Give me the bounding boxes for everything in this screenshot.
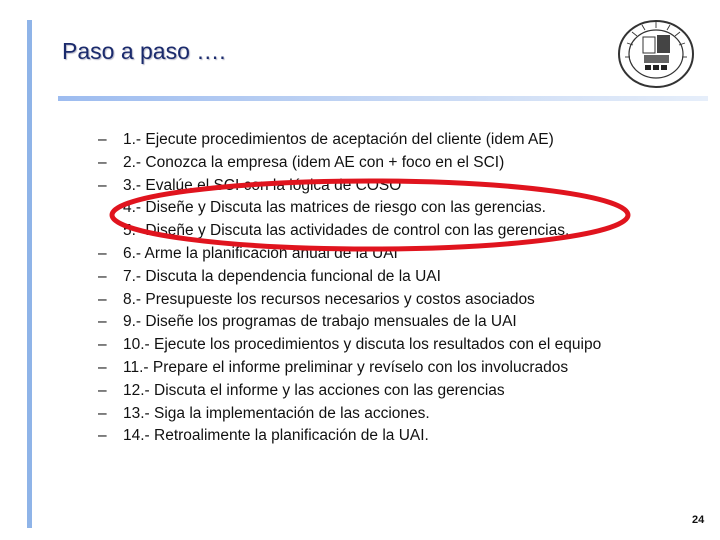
step-text: 5.- Diseñe y Discuta las actividades de control con las gerencias. [123, 222, 570, 240]
step-text: 11.- Prepare el informe preliminar y revíselo con los involucrados [123, 358, 569, 376]
list-item [98, 291, 601, 314]
highlight-ellipse [107, 176, 633, 254]
step-text: 13.- Siga la implementación de las acciones. [123, 404, 430, 422]
bullet-dash: – [98, 336, 107, 354]
bullet-dash: – [98, 153, 107, 171]
page-number: 24 [692, 514, 705, 526]
accent-bar [27, 20, 32, 528]
step-text: 7.- Discuta la dependencia funcional de la UAI [123, 267, 441, 285]
bullet-dash: – [98, 267, 107, 285]
list-item [98, 382, 601, 405]
bullet-dash: – [98, 313, 107, 331]
bullet-dash: – [98, 290, 107, 308]
step-text: 1.- Ejecute procedimientos de aceptación del cliente (idem AE) [123, 131, 554, 148]
step-text: 3.- Evalúe el SCI con la lógica de COSO [123, 176, 402, 194]
list-item [98, 268, 601, 291]
title-divider [58, 96, 708, 101]
list-item [98, 359, 601, 382]
list-item [98, 405, 601, 428]
slide-title: Paso a paso …. [62, 38, 226, 64]
bullet-dash: – [98, 176, 107, 194]
step-text: 2.- Conozca la empresa (idem AE con + foco en el SCI) [123, 153, 505, 171]
bullet-dash: – [98, 427, 107, 445]
university-seal-icon [617, 19, 695, 89]
step-text: 10.- Ejecute los procedimientos y discuta los resultados con el equipo [123, 336, 602, 354]
list-item [98, 131, 601, 154]
list-item [98, 154, 601, 177]
bullet-dash: – [98, 404, 107, 422]
bullet-dash: – [98, 358, 107, 376]
step-text: 9.- Diseñe los programas de trabajo mensuales de la UAI [123, 313, 517, 331]
list-item [98, 313, 601, 336]
step-text: 12.- Discuta el informe y las acciones con las gerencias [123, 381, 505, 399]
bullet-dash: – [98, 131, 107, 148]
list-item [98, 427, 601, 450]
step-text: 4.- Diseñe y Discuta las matrices de riesgo con las gerencias. [123, 199, 546, 217]
step-text: 14.- Retroalimente la planificación de la UAI. [123, 427, 429, 445]
step-text: 6.- Arme la planificación anual de la UAI [123, 244, 398, 262]
step-text: 8.- Presupueste los recursos necesarios y costos asociados [123, 290, 535, 308]
list-item [98, 336, 601, 359]
bullet-dash: – [98, 381, 107, 399]
bullet-dash: – [98, 244, 107, 262]
